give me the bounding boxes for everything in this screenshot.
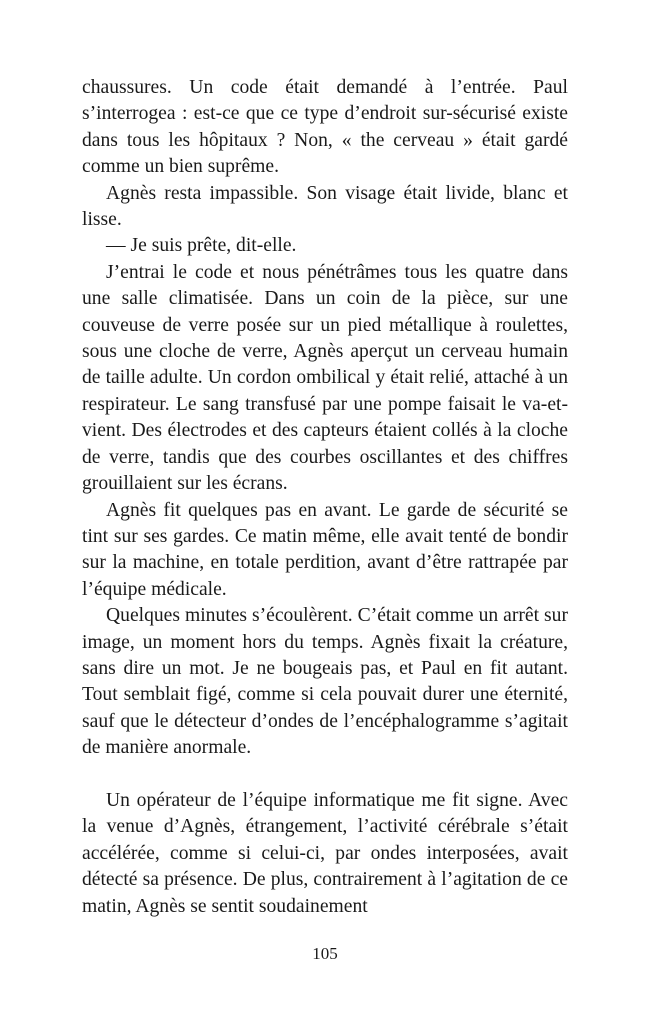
dialogue-line: — Je suis prête, dit-elle. bbox=[106, 235, 297, 257]
page-number: 105 bbox=[312, 944, 338, 963]
paragraph: Quelques minutes s’écoulèrent. C’était comme un arrêt sur image, un moment hors du temps. Agnès fixait la créature, sans dire un mot. Je ne bougeais pas, et Paul en fit autant. Tout semblait figé, comme si cela pouvait durer une éternité, sauf que le détecteur d’ondes de l’encéphalogramme s’agitait de manière anormale. bbox=[82, 605, 568, 759]
text-block-bottom bbox=[82, 788, 568, 920]
paragraph: Un opérateur de l’équipe informatique me fit signe. Avec la venue d’Agnès, étrangement, l’activité cérébrale s’était accélérée, comme si celui-ci, par ondes interposées, avait détecté sa présence. De plus, contrairement à l’agitation de ce matin, Agnès se sentit soudainement bbox=[82, 790, 568, 917]
paragraph: J’entrai le code et nous pénétrâmes tous les quatre dans une salle climatisée. Dans un coin de la pièce, sur une couveuse de verre posée sur un pied métallique à roulettes, sous une cloche de verre, Agnès aperçut un cerveau humain de taille adulte. Un cordon ombilical y était relié, attaché à un respirateur. Le sang transfusé par une pompe faisait le va-et-vient. Des électrodes et des capteurs étaient collés à la cloche de verre, tandis que des courbes oscillantes et des chiffres grouillaient sur les écrans. bbox=[82, 261, 568, 495]
paragraph: Agnès fit quelques pas en avant. Le garde de sécurité se tint sur ses gardes. Ce matin même, elle avait tenté de bondir sur la machine, en totale perdition, avant d’être rattrapée par l’équipe médicale. bbox=[82, 499, 568, 600]
text-block-top bbox=[82, 75, 568, 762]
paragraph: Agnès resta impassible. Son visage était livide, blanc et lisse. bbox=[82, 182, 568, 231]
paragraph-continuation: chaussures. Un code était demandé à l’entrée. Paul s’interrogea : est-ce que ce type d’endroit sur-sécurisé existe dans tous les hôpitaux ? Non, « the cerveau » était gardé comme un bien suprême. bbox=[82, 77, 568, 178]
